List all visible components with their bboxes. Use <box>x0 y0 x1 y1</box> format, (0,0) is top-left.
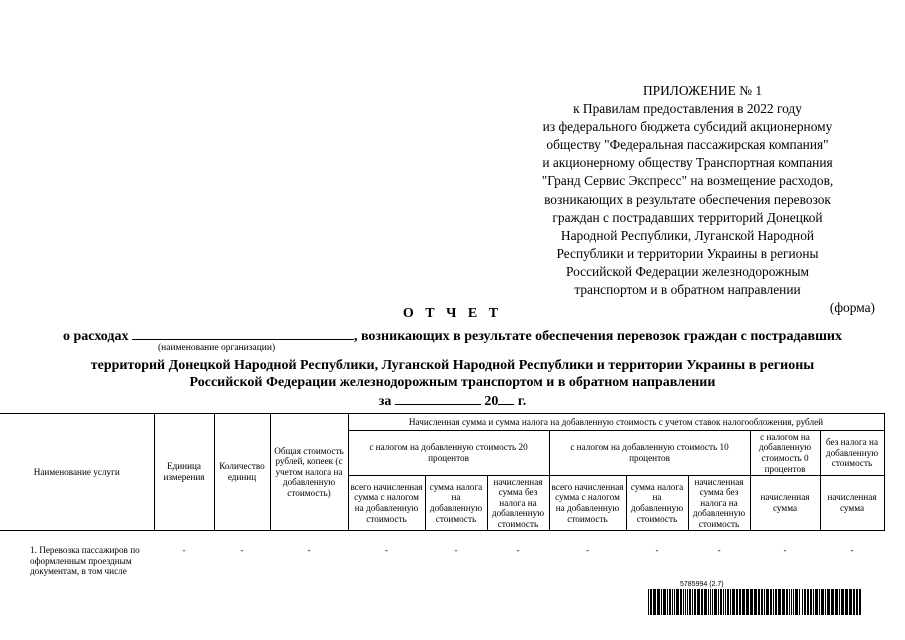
novat-accrued-header: начисленная сумма <box>820 476 884 531</box>
appendix-line: "Гранд Сервис Экспресс" на возмещение расходов, <box>541 173 834 189</box>
form-label: (форма) <box>829 300 875 316</box>
vat0-accrued-cell: - <box>783 545 787 555</box>
vat10-tax-header: сумма налога на добавленную стоимость <box>626 476 688 531</box>
vat20-total-cell: - <box>384 545 389 555</box>
col-service-header: Наименование услуги <box>0 414 154 531</box>
novat-header: без налога на добавленную стоимость <box>820 431 884 476</box>
col-unit-header: Единица измерения <box>154 414 214 531</box>
appendix-line: обществу "Федеральная пассажирская компания" <box>546 137 829 153</box>
report-subject-continuation <box>0 357 905 391</box>
report-line-2b: Российской Федерации железнодорожным транспортом и в обратном направлении <box>189 375 716 390</box>
organization-hint: (наименование организации) <box>158 343 276 353</box>
vat20-tax-cell: - <box>454 545 458 555</box>
appendix-line: к Правилам предоставления в 2022 году <box>573 101 802 117</box>
vat10-header: с налогом на добавленную стоимость 10 процентов <box>549 431 750 476</box>
table-row <box>0 531 884 577</box>
report-prefix: о расходах <box>63 329 129 344</box>
report-title: О Т Ч Е Т <box>402 306 503 321</box>
vat20-net-header: начисленная сумма без налога на добавленную стоимость <box>487 476 549 531</box>
appendix-header: ПРИЛОЖЕНИЕ № 1 <box>642 83 763 98</box>
vat0-accrued-header: начисленная сумма <box>750 476 820 531</box>
document-serial: 5785994 (2.7) <box>680 581 724 588</box>
report-table <box>0 413 885 577</box>
vat10-tax-cell: - <box>655 545 659 555</box>
year-blank[interactable] <box>498 391 514 405</box>
vat20-tax-header: сумма налога на добавленную стоимость <box>425 476 487 531</box>
vat-group-header: Начисленная сумма и сумма налога на добавленную стоимость с учетом ставок налогообложения, рублей <box>348 414 884 431</box>
vat0-header: с налогом на добавленную стоимость 0 процентов <box>750 431 820 476</box>
vat20-net-cell: - <box>516 545 520 555</box>
vat10-total-header: всего начисленная сумма с налогом на добавленную стоимость <box>549 476 626 531</box>
appendix-line: Народной Республики, Луганской Народной <box>560 227 815 243</box>
barcode-icon <box>648 589 862 615</box>
report-suffix: , возникающих в результате обеспечения перевозок граждан с пострадавших <box>353 329 842 344</box>
appendix-line: граждан с пострадавших территорий Донецкой <box>552 209 823 225</box>
col-total-header: Общая стоимость рублей, копеек (с учетом налога на добавленную стоимость) <box>270 414 348 531</box>
period-year: 20 <box>484 394 499 409</box>
report-period-line <box>0 391 905 410</box>
appendix-line: Российской Федерации железнодорожным <box>566 263 809 279</box>
vat10-net-cell: - <box>717 545 721 555</box>
unit-cell: - <box>182 545 186 555</box>
report-line-2a: территорий Донецкой Народной Республики, Луганской Народной Республики и территории Украины в регионы <box>90 358 815 373</box>
vat20-total-header: всего начисленная сумма с налогом на добавленную стоимость <box>348 476 425 531</box>
total-cell: - <box>307 545 311 555</box>
appendix-line: из федерального бюджета субсидий акционерному <box>542 119 833 135</box>
novat-accrued-cell: - <box>850 545 854 555</box>
vat10-net-header: начисленная сумма без налога на добавленную стоимость <box>688 476 750 531</box>
qty-cell: - <box>240 545 244 555</box>
col-qty-header: Количество единиц <box>214 414 270 531</box>
appendix-line: и акционерному обществу Транспортная компания <box>542 155 833 171</box>
appendix-line: транспортом и в обратном направлении <box>574 282 801 298</box>
report-subject-line <box>0 326 905 345</box>
vat10-total-cell: - <box>585 545 590 555</box>
appendix-block <box>500 82 875 317</box>
period-for: за <box>378 394 392 409</box>
service-name-cell: 1. Перевозка пассажиров по оформленным проездным документам, в том числе <box>30 545 140 577</box>
organization-blank[interactable] <box>132 326 354 340</box>
period-suffix: г. <box>517 394 527 409</box>
period-blank[interactable] <box>395 391 481 405</box>
vat20-header: с налогом на добавленную стоимость 20 процентов <box>348 431 549 476</box>
appendix-line: возникающих в результате обеспечения перевозок <box>544 191 831 207</box>
appendix-line: Республики и территории Украины в регионы <box>556 245 819 261</box>
